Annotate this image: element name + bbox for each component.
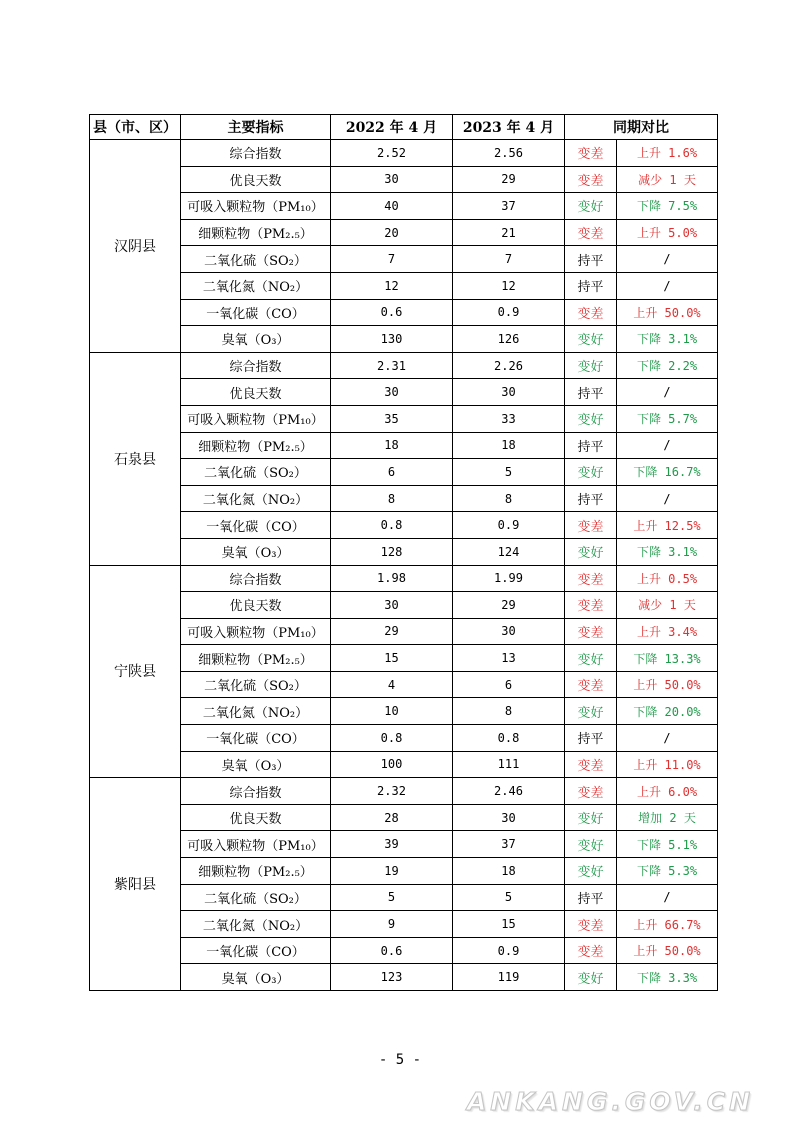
status-cell: 持平 xyxy=(565,272,617,299)
change-cell: 上升 5.0% xyxy=(617,219,718,246)
value-2022-cell: 20 xyxy=(331,219,453,246)
indicator-cell: 可吸入颗粒物（PM₁₀） xyxy=(181,193,331,220)
table-row xyxy=(90,831,718,858)
change-cell: 上升 0.5% xyxy=(617,565,718,592)
table-row xyxy=(90,804,718,831)
value-2023-cell: 119 xyxy=(453,964,565,991)
value-2023-cell: 29 xyxy=(453,592,565,619)
table-row xyxy=(90,937,718,964)
table-row xyxy=(90,219,718,246)
change-cell: / xyxy=(617,246,718,273)
change-cell: 下降 7.5% xyxy=(617,193,718,220)
change-cell: 下降 3.1% xyxy=(617,538,718,565)
status-cell: 变好 xyxy=(565,405,617,432)
indicator-cell: 二氧化硫（SO₂） xyxy=(181,459,331,486)
indicator-cell: 优良天数 xyxy=(181,379,331,406)
value-2023-cell: 21 xyxy=(453,219,565,246)
watermark-logo: ANKANG.GOV.CN xyxy=(466,1087,754,1116)
change-cell: 减少 1 天 xyxy=(617,166,718,193)
county-cell: 宁陕县 xyxy=(90,565,181,778)
status-cell: 变差 xyxy=(565,671,617,698)
table-row xyxy=(90,485,718,512)
table-row xyxy=(90,778,718,805)
change-cell: 上升 50.0% xyxy=(617,937,718,964)
value-2022-cell: 6 xyxy=(331,459,453,486)
table-row xyxy=(90,884,718,911)
status-cell: 变差 xyxy=(565,618,617,645)
change-cell: 上升 50.0% xyxy=(617,671,718,698)
status-cell: 变好 xyxy=(565,698,617,725)
change-cell: 下降 2.2% xyxy=(617,352,718,379)
value-2022-cell: 12 xyxy=(331,272,453,299)
value-2023-cell: 0.9 xyxy=(453,512,565,539)
value-2023-cell: 126 xyxy=(453,326,565,353)
indicator-cell: 细颗粒物（PM₂.₅） xyxy=(181,432,331,459)
value-2023-cell: 2.26 xyxy=(453,352,565,379)
change-cell: 上升 6.0% xyxy=(617,778,718,805)
status-cell: 持平 xyxy=(565,485,617,512)
table-row xyxy=(90,618,718,645)
value-2022-cell: 7 xyxy=(331,246,453,273)
change-cell: / xyxy=(617,432,718,459)
value-2022-cell: 10 xyxy=(331,698,453,725)
change-cell: 下降 5.1% xyxy=(617,831,718,858)
county-cell: 汉阴县 xyxy=(90,140,181,353)
county-cell: 紫阳县 xyxy=(90,778,181,991)
status-cell: 变差 xyxy=(565,512,617,539)
indicator-cell: 二氧化硫（SO₂） xyxy=(181,884,331,911)
indicator-cell: 一氧化碳（CO） xyxy=(181,299,331,326)
indicator-cell: 二氧化硫（SO₂） xyxy=(181,671,331,698)
table-row xyxy=(90,166,718,193)
year-2023-header: 2023 年 4 月 xyxy=(453,115,565,140)
value-2022-cell: 15 xyxy=(331,645,453,672)
status-cell: 变好 xyxy=(565,352,617,379)
indicator-cell: 细颗粒物（PM₂.₅） xyxy=(181,645,331,672)
county-header: 县（市、区） xyxy=(90,115,181,140)
value-2023-cell: 2.56 xyxy=(453,140,565,167)
status-cell: 变差 xyxy=(565,911,617,938)
value-2023-cell: 8 xyxy=(453,485,565,512)
value-2022-cell: 9 xyxy=(331,911,453,938)
table-row xyxy=(90,725,718,752)
indicator-cell: 细颗粒物（PM₂.₅） xyxy=(181,219,331,246)
page-number: - 5 - xyxy=(378,1052,422,1068)
table-row xyxy=(90,299,718,326)
indicator-cell: 可吸入颗粒物（PM₁₀） xyxy=(181,831,331,858)
change-cell: 减少 1 天 xyxy=(617,592,718,619)
value-2023-cell: 15 xyxy=(453,911,565,938)
status-cell: 持平 xyxy=(565,432,617,459)
table-row xyxy=(90,698,718,725)
value-2023-cell: 5 xyxy=(453,459,565,486)
value-2022-cell: 29 xyxy=(331,618,453,645)
value-2022-cell: 5 xyxy=(331,884,453,911)
table-row xyxy=(90,645,718,672)
value-2022-cell: 40 xyxy=(331,193,453,220)
table-row xyxy=(90,858,718,885)
value-2022-cell: 0.6 xyxy=(331,299,453,326)
status-cell: 变好 xyxy=(565,804,617,831)
value-2023-cell: 18 xyxy=(453,432,565,459)
table-row xyxy=(90,592,718,619)
value-2023-cell: 30 xyxy=(453,379,565,406)
value-2023-cell: 7 xyxy=(453,246,565,273)
value-2023-cell: 30 xyxy=(453,804,565,831)
value-2023-cell: 18 xyxy=(453,858,565,885)
indicator-cell: 细颗粒物（PM₂.₅） xyxy=(181,858,331,885)
indicator-cell: 可吸入颗粒物（PM₁₀） xyxy=(181,618,331,645)
status-cell: 变好 xyxy=(565,964,617,991)
change-cell: 上升 66.7% xyxy=(617,911,718,938)
indicator-cell: 综合指数 xyxy=(181,565,331,592)
status-cell: 变好 xyxy=(565,326,617,353)
indicator-cell: 二氧化氮（NO₂） xyxy=(181,698,331,725)
change-cell: 下降 3.1% xyxy=(617,326,718,353)
table-row xyxy=(90,193,718,220)
value-2022-cell: 4 xyxy=(331,671,453,698)
status-cell: 变差 xyxy=(565,219,617,246)
indicator-cell: 综合指数 xyxy=(181,778,331,805)
indicator-cell: 一氧化碳（CO） xyxy=(181,725,331,752)
value-2023-cell: 5 xyxy=(453,884,565,911)
status-cell: 变好 xyxy=(565,538,617,565)
table-row xyxy=(90,964,718,991)
indicator-cell: 臭氧（O₃） xyxy=(181,964,331,991)
change-cell: 增加 2 天 xyxy=(617,804,718,831)
value-2022-cell: 2.31 xyxy=(331,352,453,379)
indicator-header: 主要指标 xyxy=(181,115,331,140)
value-2022-cell: 0.8 xyxy=(331,512,453,539)
value-2022-cell: 19 xyxy=(331,858,453,885)
value-2023-cell: 29 xyxy=(453,166,565,193)
value-2022-cell: 35 xyxy=(331,405,453,432)
status-cell: 变差 xyxy=(565,166,617,193)
change-cell: / xyxy=(617,272,718,299)
table-row xyxy=(90,538,718,565)
table-row xyxy=(90,246,718,273)
change-cell: 下降 3.3% xyxy=(617,964,718,991)
table-row xyxy=(90,911,718,938)
table-header-row xyxy=(90,115,718,140)
indicator-cell: 优良天数 xyxy=(181,166,331,193)
change-cell: 上升 50.0% xyxy=(617,299,718,326)
indicator-cell: 综合指数 xyxy=(181,140,331,167)
indicator-cell: 臭氧（O₃） xyxy=(181,538,331,565)
comparison-header: 同期对比 xyxy=(565,115,718,140)
value-2022-cell: 0.8 xyxy=(331,725,453,752)
table-row xyxy=(90,751,718,778)
status-cell: 持平 xyxy=(565,379,617,406)
value-2022-cell: 18 xyxy=(331,432,453,459)
value-2022-cell: 0.6 xyxy=(331,937,453,964)
table-body xyxy=(90,140,718,991)
change-cell: 上升 11.0% xyxy=(617,751,718,778)
county-cell: 石泉县 xyxy=(90,352,181,565)
value-2022-cell: 30 xyxy=(331,592,453,619)
year-2022-header: 2022 年 4 月 xyxy=(331,115,453,140)
table-row xyxy=(90,140,718,167)
value-2022-cell: 130 xyxy=(331,326,453,353)
table-row xyxy=(90,512,718,539)
table-row xyxy=(90,326,718,353)
value-2022-cell: 30 xyxy=(331,166,453,193)
change-cell: 上升 1.6% xyxy=(617,140,718,167)
value-2023-cell: 30 xyxy=(453,618,565,645)
indicator-cell: 臭氧（O₃） xyxy=(181,751,331,778)
table-row xyxy=(90,671,718,698)
value-2023-cell: 1.99 xyxy=(453,565,565,592)
status-cell: 变好 xyxy=(565,831,617,858)
status-cell: 变差 xyxy=(565,565,617,592)
change-cell: / xyxy=(617,379,718,406)
value-2023-cell: 37 xyxy=(453,193,565,220)
status-cell: 变差 xyxy=(565,140,617,167)
value-2022-cell: 100 xyxy=(331,751,453,778)
value-2022-cell: 128 xyxy=(331,538,453,565)
indicator-cell: 二氧化氮（NO₂） xyxy=(181,272,331,299)
status-cell: 变差 xyxy=(565,937,617,964)
value-2023-cell: 0.9 xyxy=(453,937,565,964)
change-cell: / xyxy=(617,884,718,911)
value-2023-cell: 111 xyxy=(453,751,565,778)
value-2022-cell: 39 xyxy=(331,831,453,858)
indicator-cell: 二氧化硫（SO₂） xyxy=(181,246,331,273)
status-cell: 持平 xyxy=(565,246,617,273)
change-cell: 下降 13.3% xyxy=(617,645,718,672)
status-cell: 变好 xyxy=(565,645,617,672)
status-cell: 变好 xyxy=(565,858,617,885)
change-cell: / xyxy=(617,725,718,752)
change-cell: 下降 5.3% xyxy=(617,858,718,885)
indicator-cell: 综合指数 xyxy=(181,352,331,379)
status-cell: 变好 xyxy=(565,459,617,486)
change-cell: / xyxy=(617,485,718,512)
status-cell: 持平 xyxy=(565,884,617,911)
value-2023-cell: 2.46 xyxy=(453,778,565,805)
table-row xyxy=(90,272,718,299)
table-row xyxy=(90,459,718,486)
value-2023-cell: 33 xyxy=(453,405,565,432)
value-2023-cell: 0.9 xyxy=(453,299,565,326)
value-2023-cell: 8 xyxy=(453,698,565,725)
indicator-cell: 二氧化氮（NO₂） xyxy=(181,485,331,512)
change-cell: 上升 12.5% xyxy=(617,512,718,539)
status-cell: 持平 xyxy=(565,725,617,752)
air-quality-table xyxy=(89,114,718,991)
value-2023-cell: 13 xyxy=(453,645,565,672)
value-2023-cell: 0.8 xyxy=(453,725,565,752)
table-row xyxy=(90,379,718,406)
status-cell: 变差 xyxy=(565,592,617,619)
table-row xyxy=(90,432,718,459)
change-cell: 上升 3.4% xyxy=(617,618,718,645)
change-cell: 下降 5.7% xyxy=(617,405,718,432)
table-row xyxy=(90,352,718,379)
value-2022-cell: 123 xyxy=(331,964,453,991)
table-row xyxy=(90,405,718,432)
value-2023-cell: 12 xyxy=(453,272,565,299)
value-2022-cell: 30 xyxy=(331,379,453,406)
indicator-cell: 可吸入颗粒物（PM₁₀） xyxy=(181,405,331,432)
value-2022-cell: 28 xyxy=(331,804,453,831)
value-2022-cell: 2.52 xyxy=(331,140,453,167)
value-2022-cell: 1.98 xyxy=(331,565,453,592)
change-cell: 下降 16.7% xyxy=(617,459,718,486)
value-2023-cell: 37 xyxy=(453,831,565,858)
indicator-cell: 优良天数 xyxy=(181,592,331,619)
value-2022-cell: 2.32 xyxy=(331,778,453,805)
status-cell: 变好 xyxy=(565,193,617,220)
status-cell: 变差 xyxy=(565,299,617,326)
indicator-cell: 一氧化碳（CO） xyxy=(181,937,331,964)
status-cell: 变差 xyxy=(565,778,617,805)
change-cell: 下降 20.0% xyxy=(617,698,718,725)
value-2023-cell: 124 xyxy=(453,538,565,565)
value-2023-cell: 6 xyxy=(453,671,565,698)
indicator-cell: 臭氧（O₃） xyxy=(181,326,331,353)
indicator-cell: 优良天数 xyxy=(181,804,331,831)
value-2022-cell: 8 xyxy=(331,485,453,512)
status-cell: 变差 xyxy=(565,751,617,778)
indicator-cell: 一氧化碳（CO） xyxy=(181,512,331,539)
indicator-cell: 二氧化氮（NO₂） xyxy=(181,911,331,938)
table-row xyxy=(90,565,718,592)
